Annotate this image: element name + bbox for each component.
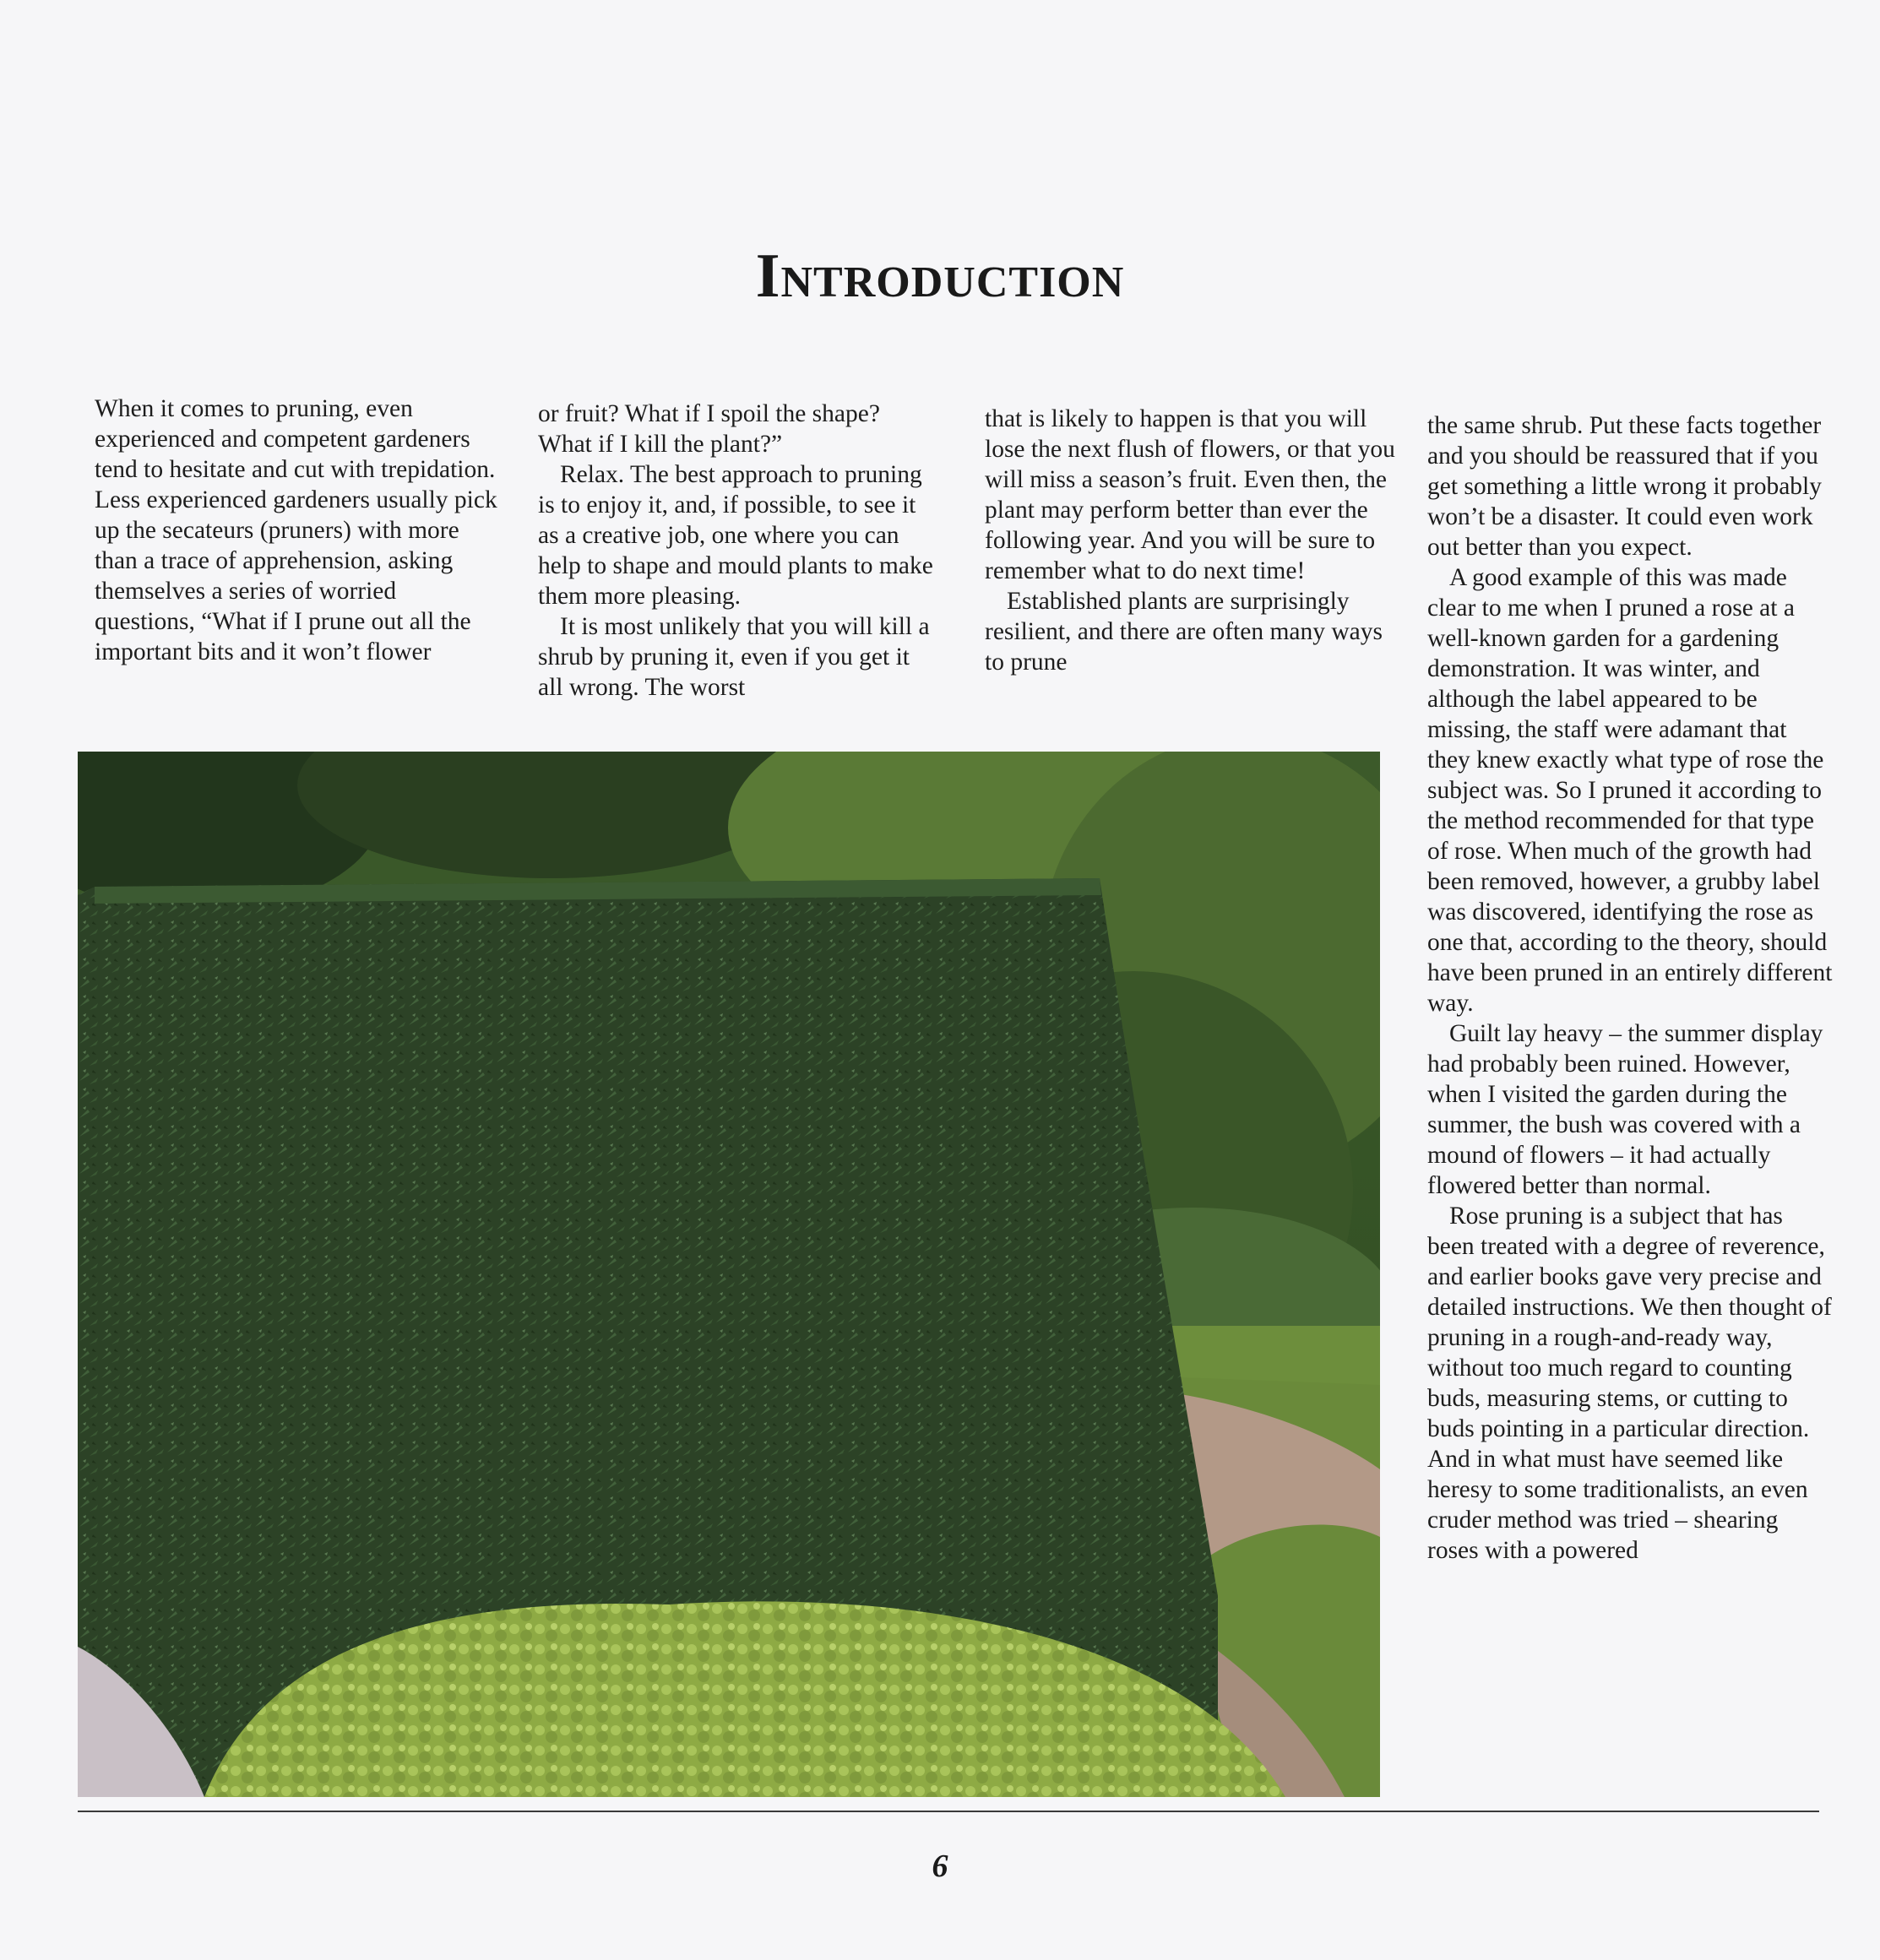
- paragraph: Established plants are surprisingly resilient, and there are often many ways to prune: [985, 588, 1383, 676]
- text-column-3: [985, 404, 1395, 677]
- paragraph: or fruit? What if I spoil the shape? What if I kill the plant?”: [538, 400, 880, 458]
- text-column-4: [1427, 410, 1833, 1566]
- hedge-photo-icon: [78, 752, 1380, 1797]
- paragraph: It is most unlikely that you will kill a shrub by pruning it, even if you get it all wrong. The worst: [538, 613, 930, 701]
- text-column-1: [95, 394, 498, 667]
- paragraph: Relax. The best approach to pruning is to enjoy it, and, if possible, to see it as a creative job, one where you can help to shape and mould plants to make them more pleasing.: [538, 461, 933, 610]
- paragraph: Rose pruning is a subject that has been treated with a degree of reverence, and earlier books gave very precise and detailed instructions. We then thought of pruning in a rough-and-ready way, without too much regard to counting buds, measuring stems, or cutting to buds pointing in a particular direction. And in what must have seemed like heresy to some traditionalists, an even cruder method was tried – shearing roses with a powered: [1427, 1203, 1832, 1564]
- paragraph: the same shrub. Put these facts together and you should be reassured that if you get something a little wrong it probably won’t be a disaster. It could even work out better than you expect.: [1427, 412, 1823, 561]
- paragraph: A good example of this was made clear to me when I pruned a rose at a well-known garden for a gardening demonstration. It was winter, and although the label appeared to be missing, the staff were adamant that they knew exactly what type of rose the subject was. So I pruned it according to the method recommended for that type of rose. When much of the growth had been removed, however, a grubby label was discovered, identifying the rose as one that, according to the theory, should have been pruned in an entirely different way.: [1427, 564, 1833, 1017]
- text-column-2: [538, 399, 935, 703]
- paragraph: Guilt lay heavy – the summer display had probably been ruined. However, when I visited the garden during the summer, the bush was covered with a mound of flowers – it had actually flowered better than normal.: [1427, 1020, 1823, 1199]
- page-title: Introduction: [755, 241, 1125, 311]
- footer-rule: [78, 1811, 1819, 1812]
- paragraph: that is likely to happen is that you will lose the next flush of flowers, or that you will miss a season’s fruit. Even then, the plant may perform better than ever the following year. And you will be sure to remember what to do next time!: [985, 405, 1395, 584]
- hedge-illustration: [78, 752, 1380, 1797]
- paragraph: When it comes to pruning, even experienced and competent gardeners tend to hesitate and cut with trepidation. Less experienced gardeners usually pick up the secateurs (pruners) with more than a trace of apprehension, asking themselves a series of worried questions, “What if I prune out all the important bits and it won’t flower: [95, 395, 497, 665]
- page-number: 6: [932, 1849, 948, 1884]
